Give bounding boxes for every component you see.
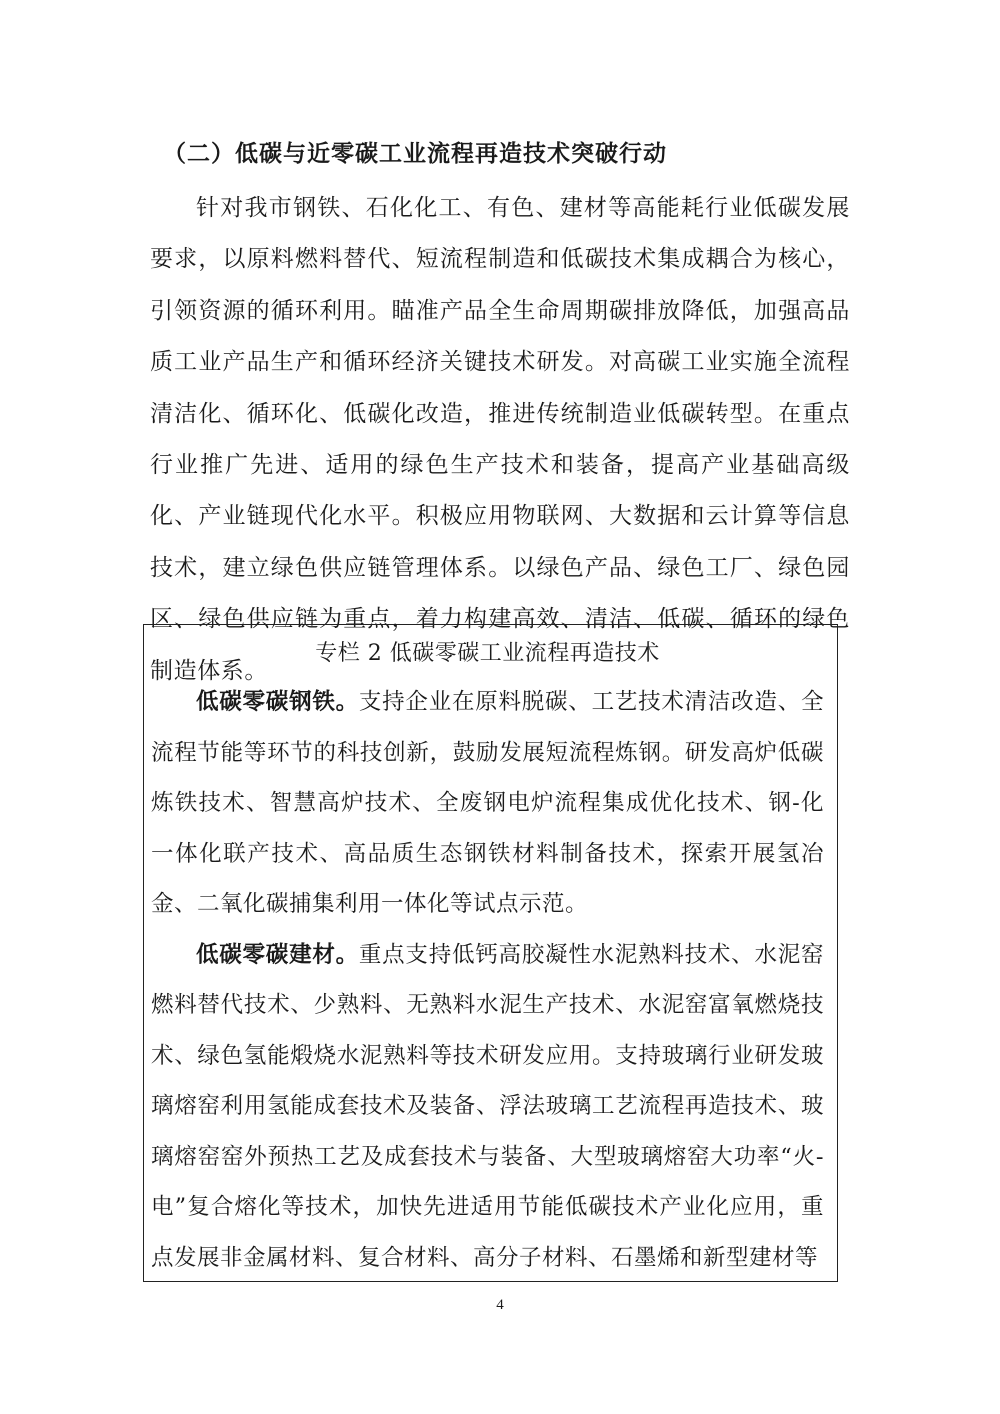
box-item-steel [151, 677, 824, 930]
box-item-lead: 低碳零碳钢铁。 [196, 689, 359, 715]
box-item-text: 重点支持低钙高胶凝性水泥熟料技术、水泥窑燃料替代技术、少熟料、无熟料水泥生产技术、水泥窑富氧燃烧技术、绿色氢能煅烧水泥熟料等技术研发应用。支持玻璃行业研发玻璃熔窑利用氢能成套技术及装备、浮法玻璃工艺流程再造技术、玻璃熔窑窑外预热工艺及成套技术与装备、大型玻璃熔窑大功率“火-电”复合熔化等技术，加快先进适用节能低碳技术产业化应用，重点发展非金属材料、复合材料、高分子材料、石墨烯和新型建材等 [151, 941, 824, 1271]
box-item-lead: 低碳零碳建材。 [196, 941, 359, 968]
page-number: 4 [496, 1297, 504, 1313]
box-title: 专栏 2 低碳零碳工业流程再造技术 [315, 641, 660, 666]
section-heading: （二）低碳与近零碳工业流程再造技术突破行动 [163, 140, 667, 167]
box-item-text: 支持企业在原料脱碳、工艺技术清洁改造、全流程节能等环节的科技创新，鼓励发展短流程炼钢。研发高炉低碳炼铁技术、智慧高炉技术、全废钢电炉流程集成优化技术、钢-化一体化联产技术、高品质生态钢铁材料制备技术，探索开展氢冶金、二氧化碳捕集利用一体化等试点示范。 [151, 689, 824, 917]
box-item-building-materials [151, 930, 824, 1283]
sidebar-box [143, 624, 838, 1282]
section-paragraph: 针对我市钢铁、石化化工、有色、建材等高能耗行业低碳发展要求，以原料燃料替代、短流程制造和低碳技术集成耦合为核心，引领资源的循环利用。瞄准产品全生命周期碳排放降低，加强高品质工业产品生产和循环经济关键技术研发。对高碳工业实施全流程清洁化、循环化、低碳化改造，推进传统制造业低碳转型。在重点行业推广先进、适用的绿色生产技术和装备，提高产业基础高级化、产业链现代化水平。积极应用物联网、大数据和云计算等信息技术，建立绿色供应链管理体系。以绿色产品、绿色工厂、绿色园区、绿色供应链为重点，着力构建高效、清洁、低碳、循环的绿色制造体系。 [150, 195, 850, 684]
